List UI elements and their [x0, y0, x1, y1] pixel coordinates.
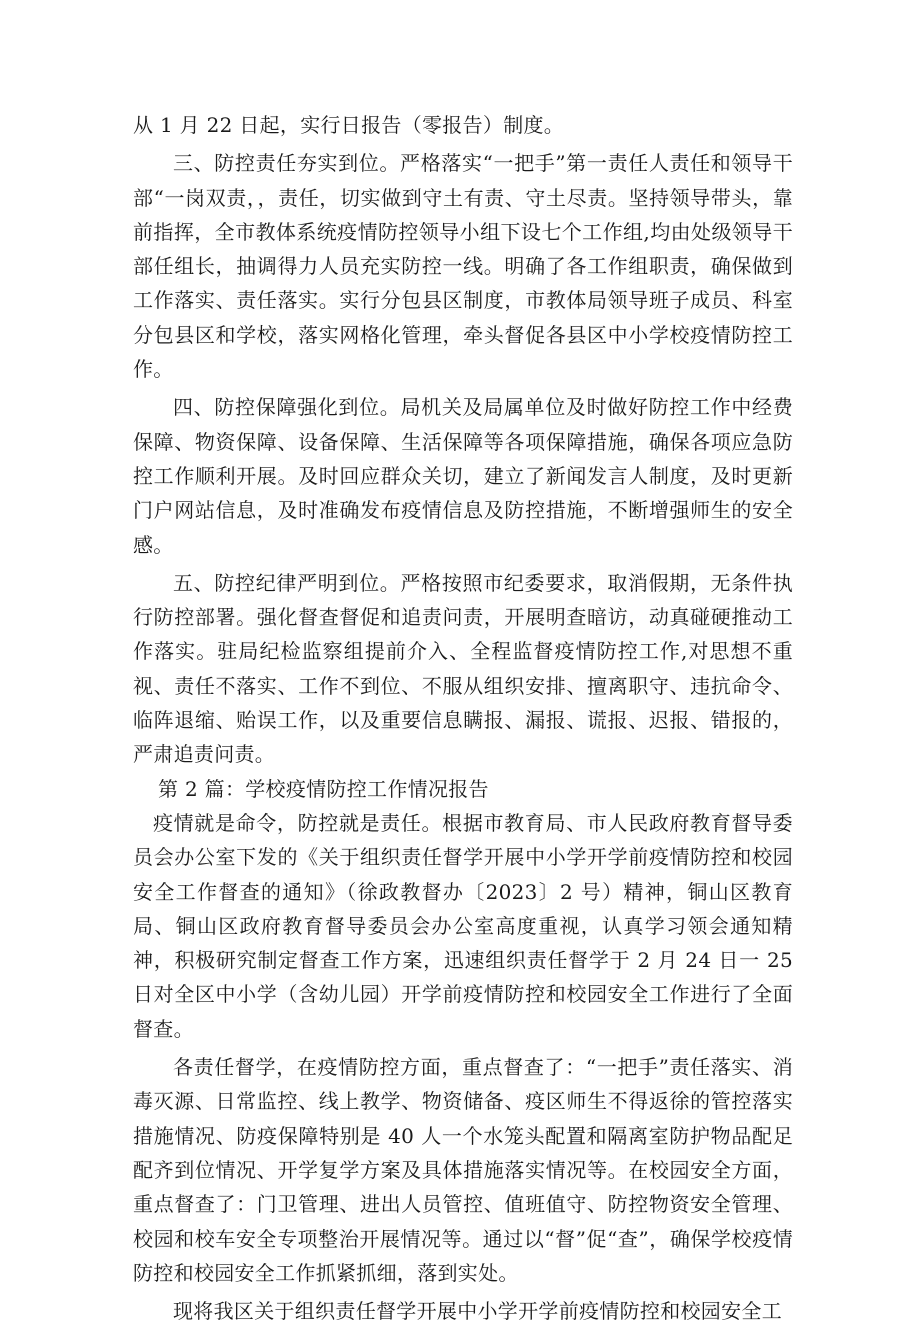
paragraph-conclusion-start: 现将我区关于组织责任督学开展中小学开学前疫情防控和校园安全工 [173, 1299, 782, 1324]
section-heading: 第 2 篇：学校疫情防控工作情况报告 [158, 776, 489, 801]
document-body [133, 108, 793, 1328]
paragraph-inspection-items: 各责任督学，在疫情防控方面，重点督查了：“一把手”责任落实、消毒灭源、日常监控、线上教学、物资储备、疫区师生不得返徐的管控落实措施情况、防疫保障特别是 40 人一个水笼头配置和隔离室防护物品配足配齐到位情况、开学复学方案及具体措施落实情况等。在校园安全方面，重点督查了：门卫管理、进出人员管控、值班值守、防控物资安全管理、校园和校车安全专项整治开展情况等。通过以“督”促“查”，确保学校疫情防控和校园安全工作抓紧抓细，落到实处。 [133, 1055, 793, 1285]
paragraph-discipline: 五、防控纪律严明到位。严格按照市纪委要求，取消假期，无条件执行防控部署。强化督查督促和追责问责，开展明查暗访，动真碰硬推动工作落实。驻局纪检监察组提前介入、全程监督疫情防控工作,对思想不重视、责任不落实、工作不到位、不服从组织安排、擅离职守、违抗命令、临阵退缩、贻误工作，以及重要信息瞒报、漏报、谎报、迟报、错报的，严肃追责问责。 [133, 570, 793, 767]
paragraph-reporting-system: 从 1 月 22 日起，实行日报告（零报告）制度。 [133, 113, 565, 137]
paragraph-support: 四、防控保障强化到位。局机关及局属单位及时做好防控工作中经费保障、物资保障、设备保障、生活保障等各项保障措施，确保各项应急防控工作顺利开展。及时回应群众关切，建立了新闻发言人制度，及时更新门户网站信息，及时准确发布疫情信息及防控措施，不断增强师生的安全感。 [133, 395, 793, 557]
paragraph-responsibility: 三、防控责任夯实到位。严格落实“一把手”第一责任人责任和领导干部“一岗双责，，责任，切实做到守土有责、守土尽责。坚持领导带头，靠前指挥，全市教体系统疫情防控领导小组下设七个工作组,均由处级领导干部任组长，抽调得力人员充实防控一线。明确了各工作组职责，确保做到工作落实、责任落实。实行分包县区制度，市教体局领导班子成员、科室分包县区和学校，落实网格化管理，牵头督促各县区中小学校疫情防控工作。 [133, 151, 793, 382]
paragraph-report-intro: 疫情就是命令，防控就是责任。根据市教育局、市人民政府教育督导委员会办公室下发的《关于组织责任督学开展中小学开学前疫情防控和校园安全工作督查的通知》（徐政教督办〔2023〕2 号）精神，铜山区教育局、铜山区政府教育督导委员会办公室高度重视，认真学习领会通知精神，积极研究制定督查工作方案，迅速组织责任督学于 2 月 24 日一 25 日对全区中小学（含幼儿园）开学前疫情防控和校园安全工作进行了全面督查。 [133, 810, 793, 1041]
